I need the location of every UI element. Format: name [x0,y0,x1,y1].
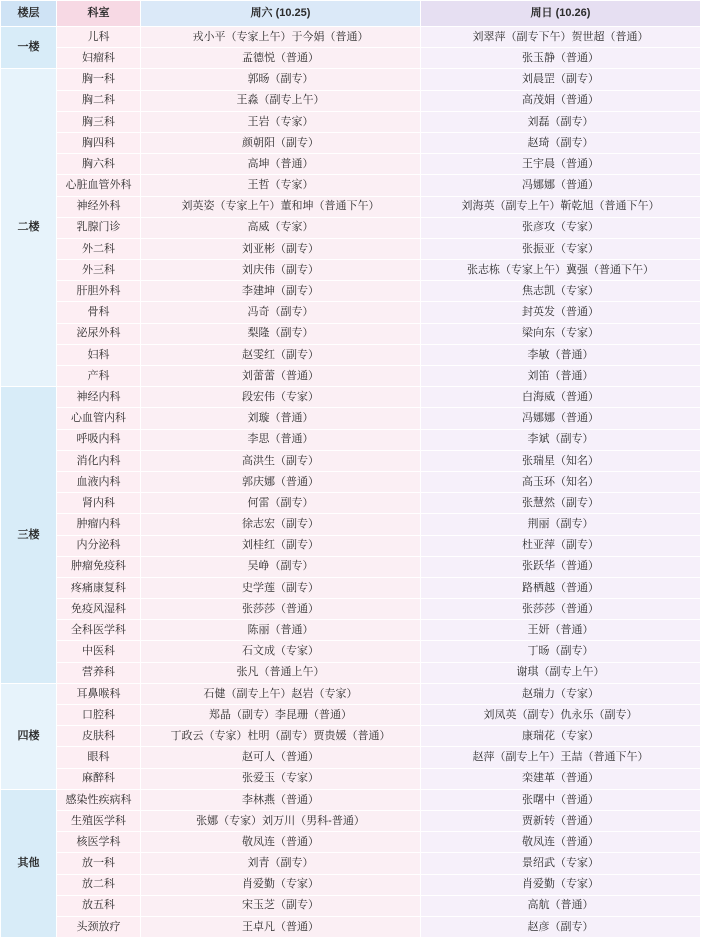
sunday-doctor: 张瑞星（知名） [421,450,701,471]
table-row [1,132,701,153]
saturday-doctor: 赵雯红（副专） [141,344,421,365]
table-row [1,810,701,831]
sunday-doctor: 刘磊（副专） [421,111,701,132]
table-row [1,175,701,196]
department-name: 麻醉科 [57,768,141,789]
saturday-doctor: 刘璇（普通） [141,408,421,429]
sunday-doctor: 焦志凯（专家） [421,281,701,302]
sunday-doctor: 丁旸（副专） [421,641,701,662]
table-row [1,916,701,937]
table-row [1,556,701,577]
department-name: 肿瘤内科 [57,514,141,535]
saturday-doctor: 刘英姿（专家上午）董和坤（普通下午） [141,196,421,217]
department-name: 免疫风湿科 [57,599,141,620]
department-name: 胸三科 [57,111,141,132]
saturday-doctor: 徐志宏（副专） [141,514,421,535]
table-row [1,408,701,429]
table-row [1,344,701,365]
department-name: 肝胆外科 [57,281,141,302]
sunday-doctor: 张振亚（专家） [421,238,701,259]
department-name: 眼科 [57,747,141,768]
saturday-doctor: 石健（副专上午）赵岩（专家） [141,683,421,704]
saturday-doctor: 郑晶（副专）李昆珊（普通） [141,705,421,726]
saturday-doctor: 石文成（专家） [141,641,421,662]
sunday-doctor: 刘海英（副专上午）靳乾旭（普通下午） [421,196,701,217]
sunday-doctor: 李敏（普通） [421,344,701,365]
table-row [1,302,701,323]
department-name: 放二科 [57,874,141,895]
sunday-doctor: 赵萍（副专上午）王喆（普通下午） [421,747,701,768]
table-row [1,535,701,556]
sunday-doctor: 刘翠萍（副专下午）贺世超（普通） [421,27,701,48]
table-row [1,196,701,217]
department-name: 中医科 [57,641,141,662]
sunday-doctor: 封英发（普通） [421,302,701,323]
table-body [1,27,701,938]
table-row [1,514,701,535]
department-name: 营养科 [57,662,141,683]
table-row [1,853,701,874]
floor-label: 一楼 [1,27,57,69]
saturday-doctor: 刘蕾蕾（普通） [141,366,421,387]
table-row [1,662,701,683]
sunday-doctor: 李斌（副专） [421,429,701,450]
table-row [1,260,701,281]
sunday-doctor: 高茂娟（普通） [421,90,701,111]
table-row [1,111,701,132]
sunday-doctor: 赵瑞力（专家） [421,683,701,704]
table-row [1,493,701,514]
saturday-doctor: 冯奇（副专） [141,302,421,323]
department-name: 放一科 [57,853,141,874]
department-name: 胸六科 [57,154,141,175]
department-name: 内分泌科 [57,535,141,556]
saturday-doctor: 郭旸（副专） [141,69,421,90]
sunday-doctor: 张慧然（副专） [421,493,701,514]
sunday-doctor: 冯娜娜（普通） [421,175,701,196]
table-row [1,471,701,492]
saturday-doctor: 王岩（专家） [141,111,421,132]
department-name: 口腔科 [57,705,141,726]
saturday-doctor: 戎小平（专家上午）于今娟（普通） [141,27,421,48]
department-name: 神经外科 [57,196,141,217]
saturday-doctor: 高洪生（副专） [141,450,421,471]
sunday-doctor: 白海威（普通） [421,387,701,408]
table-row [1,641,701,662]
saturday-doctor: 颜朝阳（副专） [141,132,421,153]
saturday-doctor: 史学莲（副专） [141,577,421,598]
sunday-doctor: 荆丽（副专） [421,514,701,535]
saturday-doctor: 孟德悦（普通） [141,48,421,69]
table-row [1,69,701,90]
department-name: 胸四科 [57,132,141,153]
sunday-doctor: 张跃华（普通） [421,556,701,577]
saturday-doctor: 丁政云（专家）杜明（副专）贾贵媛（普通） [141,726,421,747]
saturday-doctor: 张凡（普通上午） [141,662,421,683]
department-name: 感染性疾病科 [57,789,141,810]
department-name: 胸一科 [57,69,141,90]
saturday-doctor: 张娜（专家）刘万川（男科-普通） [141,810,421,831]
table-row [1,450,701,471]
department-name: 疼痛康复科 [57,577,141,598]
saturday-doctor: 张爱玉（专家） [141,768,421,789]
sunday-doctor: 高航（普通） [421,895,701,916]
sunday-doctor: 张莎莎（普通） [421,599,701,620]
sunday-doctor: 路栖越（普通） [421,577,701,598]
sunday-doctor: 栾建革（普通） [421,768,701,789]
sunday-doctor: 赵彦（副专） [421,916,701,937]
department-name: 肿瘤免疫科 [57,556,141,577]
saturday-doctor: 王淼（副专上午） [141,90,421,111]
sunday-doctor: 王宇晨（普通） [421,154,701,175]
column-header-sunday: 周日 (10.26) [421,1,701,27]
sunday-doctor: 谢琪（副专上午） [421,662,701,683]
sunday-doctor: 赵琦（副专） [421,132,701,153]
table-row [1,154,701,175]
department-name: 骨科 [57,302,141,323]
department-name: 头颈放疗 [57,916,141,937]
sunday-doctor: 梁向东（专家） [421,323,701,344]
department-name: 生殖医学科 [57,810,141,831]
sunday-doctor: 王妍（普通） [421,620,701,641]
saturday-doctor: 刘青（副专） [141,853,421,874]
sunday-doctor: 冯娜娜（普通） [421,408,701,429]
sunday-doctor: 贾新转（普通） [421,810,701,831]
sunday-doctor: 高玉环（知名） [421,471,701,492]
table-row [1,90,701,111]
table-row [1,705,701,726]
saturday-doctor: 吴峥（副专） [141,556,421,577]
department-name: 泌尿外科 [57,323,141,344]
table-row [1,726,701,747]
department-name: 皮肤科 [57,726,141,747]
table-row [1,874,701,895]
floor-label: 三楼 [1,387,57,684]
table-row [1,577,701,598]
table-header [1,1,701,27]
department-name: 乳腺门诊 [57,217,141,238]
department-name: 耳鼻喉科 [57,683,141,704]
sunday-doctor: 张志栋（专家上午）冀强（普通下午） [421,260,701,281]
department-name: 胸二科 [57,90,141,111]
sunday-doctor: 张曙中（普通） [421,789,701,810]
table-row [1,768,701,789]
table-row [1,238,701,259]
department-name: 血液内科 [57,471,141,492]
column-header-saturday: 周六 (10.25) [141,1,421,27]
saturday-doctor: 李思（普通） [141,429,421,450]
department-name: 呼吸内科 [57,429,141,450]
saturday-doctor: 段宏伟（专家） [141,387,421,408]
sunday-doctor: 康瑞花（专家） [421,726,701,747]
saturday-doctor: 高威（专家） [141,217,421,238]
table-row [1,429,701,450]
sunday-doctor: 刘晨罡（副专） [421,69,701,90]
saturday-doctor: 李建坤（副专） [141,281,421,302]
saturday-doctor: 肖爱勤（专家） [141,874,421,895]
column-header-floor: 楼层 [1,1,57,27]
department-name: 妇瘤科 [57,48,141,69]
header-row [1,1,701,27]
sunday-doctor: 张玉静（普通） [421,48,701,69]
department-name: 全科医学科 [57,620,141,641]
department-name: 妇科 [57,344,141,365]
saturday-doctor: 宋玉芝（副专） [141,895,421,916]
saturday-doctor: 高坤（普通） [141,154,421,175]
department-name: 肾内科 [57,493,141,514]
department-name: 外二科 [57,238,141,259]
column-header-department: 科室 [57,1,141,27]
saturday-doctor: 刘桂红（副专） [141,535,421,556]
table-row [1,789,701,810]
saturday-doctor: 郭庆娜（普通） [141,471,421,492]
saturday-doctor: 刘庆伟（副专） [141,260,421,281]
saturday-doctor: 赵可人（普通） [141,747,421,768]
department-name: 放五科 [57,895,141,916]
sunday-doctor: 杜亚萍（副专） [421,535,701,556]
sunday-doctor: 刘笛（普通） [421,366,701,387]
saturday-doctor: 王卓凡（普通） [141,916,421,937]
sunday-doctor: 肖爱勤（专家） [421,874,701,895]
floor-label: 其他 [1,789,57,937]
sunday-doctor: 刘凤英（副专）仇永乐（副专） [421,705,701,726]
table-row [1,27,701,48]
saturday-doctor: 梨隆（副专） [141,323,421,344]
saturday-doctor: 李林燕（普通） [141,789,421,810]
floor-label: 四楼 [1,683,57,789]
table-row [1,217,701,238]
sunday-doctor: 景绍武（专家） [421,853,701,874]
saturday-doctor: 刘亚彬（副专） [141,238,421,259]
table-row [1,895,701,916]
department-name: 消化内科 [57,450,141,471]
saturday-doctor: 敬凤连（普通） [141,832,421,853]
department-name: 神经内科 [57,387,141,408]
saturday-doctor: 陈丽（普通） [141,620,421,641]
table-row [1,832,701,853]
sunday-doctor: 敬凤连（普通） [421,832,701,853]
table-row [1,599,701,620]
table-row [1,387,701,408]
saturday-doctor: 何雷（副专） [141,493,421,514]
department-name: 心脏血管外科 [57,175,141,196]
table-row [1,620,701,641]
department-name: 核医学科 [57,832,141,853]
sunday-doctor: 张彦攻（专家） [421,217,701,238]
table-row [1,366,701,387]
table-row [1,683,701,704]
table-row [1,323,701,344]
department-name: 心血管内科 [57,408,141,429]
floor-label: 二楼 [1,69,57,387]
department-name: 产科 [57,366,141,387]
saturday-doctor: 王哲（专家） [141,175,421,196]
table-row [1,747,701,768]
saturday-doctor: 张莎莎（普通） [141,599,421,620]
table-row [1,281,701,302]
department-name: 儿科 [57,27,141,48]
department-name: 外三科 [57,260,141,281]
table-row [1,48,701,69]
